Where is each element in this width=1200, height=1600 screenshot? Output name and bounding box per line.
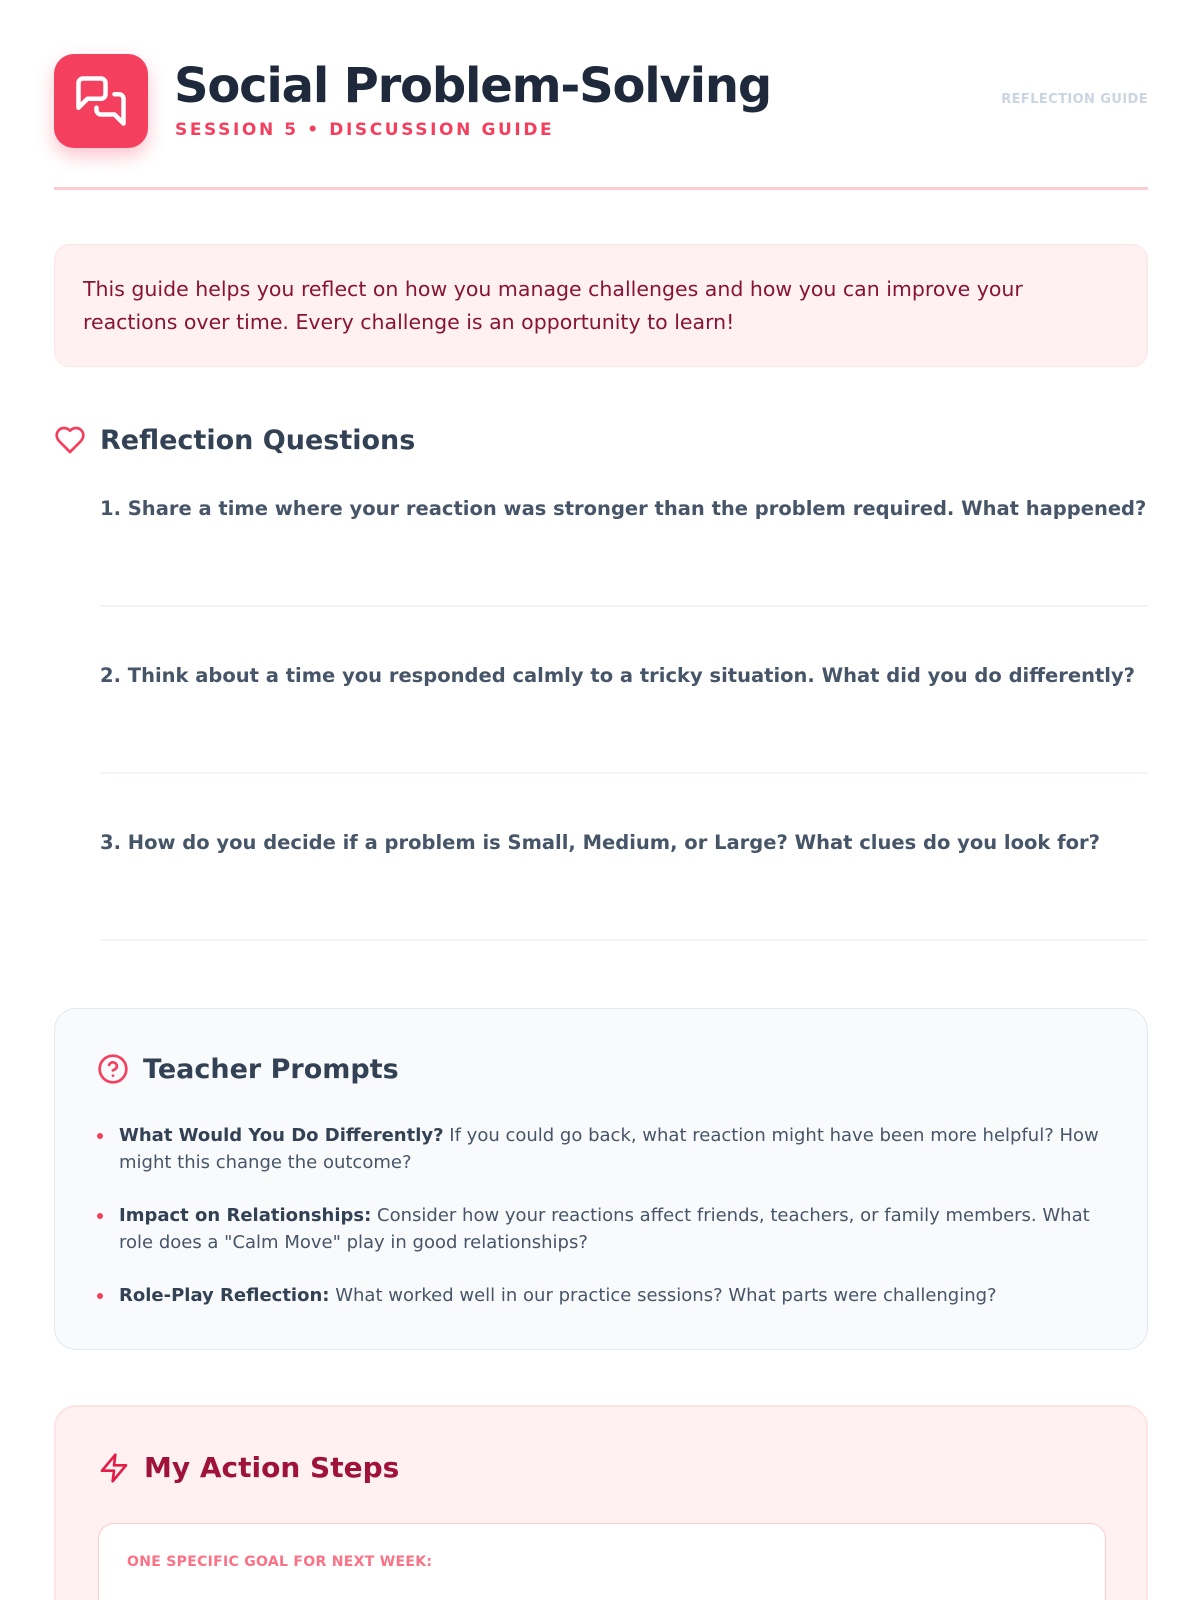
question-item[interactable] — [100, 497, 1148, 607]
intro-text: This guide helps you reflect on how you manage challenges and how you can improve your reactions over time. Every challenge is an opportunity to learn! — [83, 277, 1023, 334]
teacher-prompts-heading — [97, 1053, 399, 1085]
logo — [54, 54, 148, 148]
header — [54, 54, 1148, 190]
reflection-heading — [54, 424, 415, 456]
action-steps-heading — [98, 1451, 399, 1484]
question-text: 2. Think about a time you responded calmly to a tricky situation. What did you do differently? — [100, 664, 1135, 687]
page-subtitle: SESSION 5 • DISCUSSION GUIDE — [175, 120, 555, 140]
action-steps-heading-label: My Action Steps — [144, 1451, 400, 1484]
action-steps-card — [54, 1405, 1148, 1600]
bullet-dot — [97, 1213, 103, 1219]
prompt-item — [119, 1282, 1119, 1309]
teacher-prompts-card — [54, 1008, 1148, 1350]
prompt-title: Role-Play Reflection: — [119, 1285, 330, 1306]
question-item[interactable] — [100, 831, 1148, 941]
intro-callout — [54, 244, 1148, 367]
prompt-item — [119, 1122, 1119, 1176]
question-circle-icon — [97, 1053, 129, 1085]
question-text: 1. Share a time where your reaction was stronger than the problem required. What happened? — [100, 497, 1147, 520]
bullet-dot — [97, 1133, 103, 1139]
corner-label: REFLECTION GUIDE — [1001, 92, 1148, 107]
bullet-dot — [97, 1293, 103, 1299]
heart-icon — [54, 424, 86, 456]
prompt-item — [119, 1202, 1119, 1256]
reflection-heading-label: Reflection Questions — [100, 424, 416, 456]
prompt-title: What Would You Do Differently? — [119, 1125, 444, 1146]
lightning-icon — [98, 1452, 130, 1484]
chat-bubbles-icon — [74, 74, 128, 128]
prompt-title: Impact on Relationships: — [119, 1205, 372, 1226]
goal-input-box[interactable] — [98, 1523, 1106, 1600]
prompt-text: What worked well in our practice sessions? What parts were challenging? — [335, 1285, 997, 1306]
question-text: 3. How do you decide if a problem is Small, Medium, or Large? What clues do you look for? — [100, 831, 1100, 854]
prompt-text: If you could go back, what reaction might have been more helpful? How might this change the outcome? — [119, 1125, 1099, 1173]
goal-label: ONE SPECIFIC GOAL FOR NEXT WEEK: — [127, 1554, 433, 1570]
page-title: Social Problem-Solving — [174, 58, 772, 114]
question-item[interactable] — [100, 664, 1148, 774]
teacher-prompts-heading-label: Teacher Prompts — [143, 1053, 399, 1085]
prompt-text: Consider how your reactions affect friends, teachers, or family members. What role does a "Calm Move" play in good relationships? — [119, 1205, 1090, 1253]
